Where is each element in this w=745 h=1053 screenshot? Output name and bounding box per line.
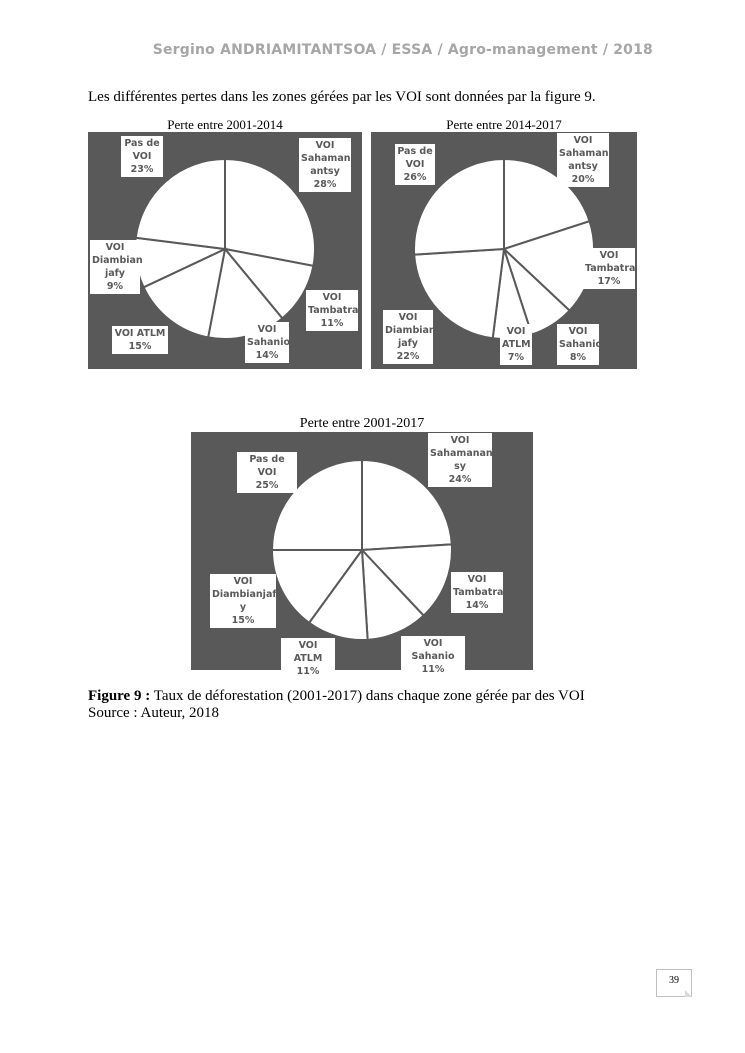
- label-line: VOI: [257, 324, 277, 335]
- label-line: Tambatra: [308, 305, 359, 316]
- page-number: 39: [656, 969, 692, 997]
- label-line: VOI: [322, 292, 342, 303]
- label-line: Tambatra: [453, 587, 504, 598]
- label-line: VOI: [105, 242, 125, 253]
- caption-label: Figure 9 :: [88, 688, 151, 704]
- label-line: 14%: [255, 350, 279, 361]
- label-line: Pas de: [124, 138, 160, 149]
- chart2-label-diambianjafy: [383, 310, 436, 364]
- label-line: 28%: [313, 179, 337, 190]
- running-header: Sergino ANDRIAMITANTSOA / ESSA / Agro-management / 2018: [152, 42, 653, 58]
- caption-text: Taux de déforestation (2001-2017) dans chaque zone gérée par des VOI: [150, 688, 585, 704]
- chart2-label-sahanio: [557, 324, 602, 365]
- label-line: VOI: [233, 576, 253, 587]
- label-line: Sahanio: [247, 337, 290, 348]
- label-line: Diambian: [92, 255, 143, 266]
- chart2-label-sahamanantsy: [557, 133, 609, 187]
- label-line: antsy: [310, 166, 340, 177]
- label-line: Pas de: [397, 146, 433, 157]
- label-line: 15%: [128, 341, 152, 352]
- label-line: y: [239, 602, 247, 613]
- label-line: Sahamanant: [430, 448, 498, 459]
- chart3-label-sahamanantsy: [428, 433, 498, 487]
- label-line: antsy: [568, 161, 598, 172]
- label-line: Sahaman: [559, 148, 609, 159]
- label-line: VOI: [599, 250, 619, 261]
- label-line: VOI Sahanio: [411, 638, 455, 662]
- chart1-label-diambianjafy: [90, 240, 143, 294]
- chart2-pie: [371, 132, 637, 369]
- label-line: 15%: [231, 615, 255, 626]
- chart3-pie: [191, 432, 533, 677]
- label-line: Diambianjaf: [212, 589, 277, 600]
- label-line: VOI: [405, 159, 425, 170]
- label-line: VOI: [568, 326, 588, 337]
- label-line: 26%: [403, 172, 427, 183]
- label-line: jafy: [105, 268, 125, 279]
- label-line: 14%: [465, 600, 489, 611]
- chart2-label-tambatra: [583, 248, 635, 289]
- label-line: 23%: [130, 164, 154, 175]
- chart3-label-tambatra: [451, 572, 503, 613]
- label-line: VOI: [132, 151, 152, 162]
- label-line: 11%: [320, 318, 344, 329]
- chart2-label-pas-de-voi: [395, 144, 435, 185]
- label-line: 9%: [106, 281, 124, 292]
- label-line: 20%: [571, 174, 595, 185]
- label-line: 8%: [569, 352, 587, 363]
- caption-source: Source : Auteur, 2018: [88, 705, 220, 721]
- label-line: VOI: [467, 574, 487, 585]
- chart2-title: Perte entre 2014-2017: [446, 117, 562, 132]
- label-line: VOI: [506, 326, 526, 337]
- chart1-label-atlm: [112, 326, 168, 354]
- label-line: Tambatra: [585, 263, 636, 274]
- label-line: VOI: [315, 140, 335, 151]
- label-line: VOI ATLM: [114, 328, 166, 339]
- label-line: jafy: [398, 338, 418, 349]
- label-line: Pas de VOI: [249, 454, 285, 478]
- chart1-label-tambatra: [306, 290, 358, 331]
- label-line: 22%: [396, 351, 420, 362]
- label-line: VOI: [573, 135, 593, 146]
- label-line: 17%: [597, 276, 621, 287]
- label-line: 11%: [421, 664, 445, 675]
- chart3-label-diambianjafy: [210, 574, 276, 628]
- chart3-label-atlm: [281, 638, 335, 679]
- intro-paragraph: Les différentes pertes dans les zones gérées par les VOI sont données par la figure 9.: [88, 89, 596, 105]
- chart1-label-pas-de-voi: [121, 136, 163, 177]
- label-line: 25%: [255, 480, 279, 491]
- label-line: VOI: [398, 312, 418, 323]
- chart3-label-pas-de-voi: [237, 452, 297, 493]
- label-line: sy: [454, 461, 466, 472]
- label-line: Sahanio: [559, 339, 602, 350]
- label-line: VOI ATLM: [293, 640, 323, 664]
- label-line: VOI: [450, 435, 470, 446]
- chart3-title: Perte entre 2001-2017: [299, 416, 425, 431]
- label-line: 11%: [296, 666, 320, 677]
- label-line: 7%: [507, 352, 525, 363]
- chart2-label-atlm: [500, 324, 532, 365]
- label-line: Diambian: [385, 325, 436, 336]
- chart1-label-sahamanantsy: [299, 138, 351, 192]
- chart3-label-sahanio: [401, 636, 465, 677]
- chart1-pie: [88, 132, 362, 369]
- label-line: ATLM: [502, 339, 531, 350]
- label-line: 24%: [448, 474, 472, 485]
- chart1-label-sahanio: [245, 322, 289, 363]
- chart1-title: Perte entre 2001-2014: [167, 117, 283, 132]
- label-line: Sahaman: [301, 153, 351, 164]
- figure-caption: [88, 688, 708, 722]
